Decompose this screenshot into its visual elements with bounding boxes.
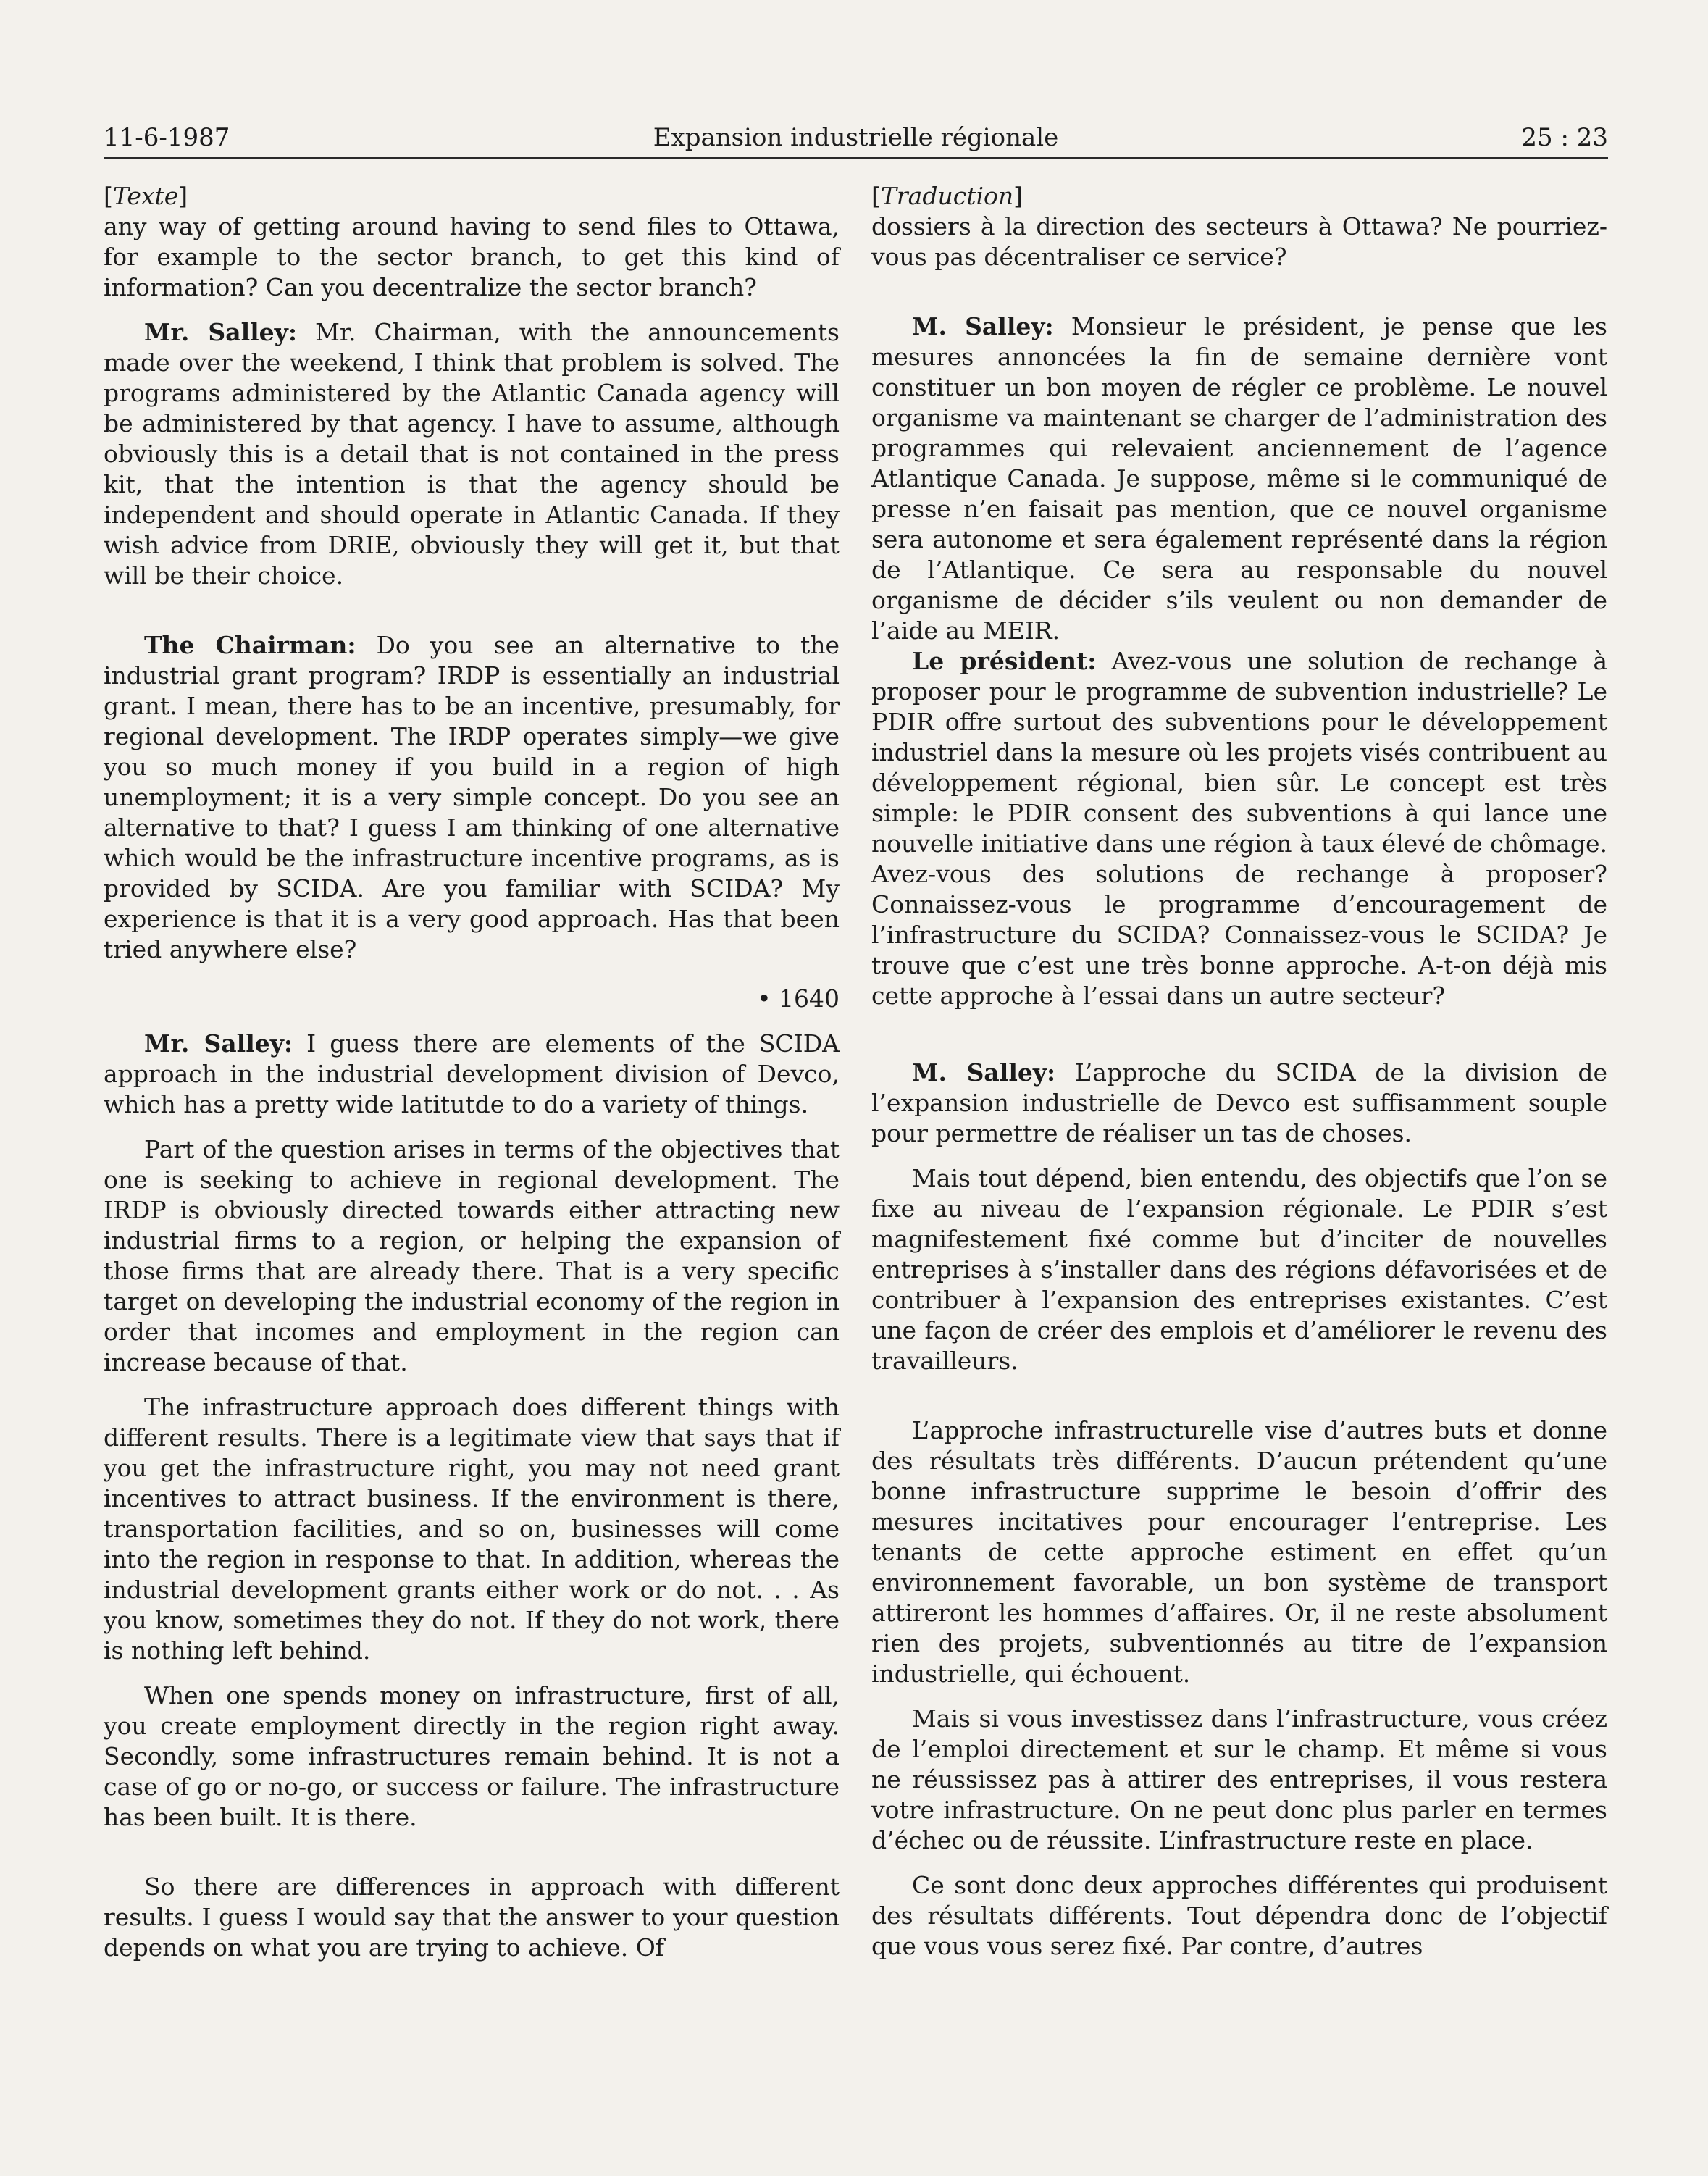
english-column [104, 181, 840, 1963]
header-title: Expansion industrielle régionale [653, 123, 1059, 152]
speech-paragraph: Mr. Salley: I guess there are elements of the SCIDA approach in the industrial development division of Devco, which has a pretty wide latitutde to do a variety of things. [104, 1029, 840, 1118]
speech-paragraph: M. Salley: Monsieur le président, je pense que les mesures annoncées la fin de semaine dernière vont constituer un bon moyen de régler ce problème. Le nouvel organisme va maintenant se charger de l’administration des programmes qui relevaient anciennement de l’agence Atlantique Canada. Je suppose, même si le communiqué de presse n’en faisait pas mention, que ce nouvel organisme sera autonome et sera également représenté dans la région de l’Atlantique. Ce sera au responsable du nouvel organisme de décider s’ils veulent ou non demander de l’aide au MEIR. [871, 312, 1607, 645]
speech-paragraph: The Chairman: Do you see an alternative to the industrial grant program? IRDP is essentially an industrial grant. I mean, there has to be an incentive, presumably, for regional development. The IRDP operates simply—we give you so much money if you build in a region of high unemployment; it is a very simple concept. Do you see an alternative to that? I guess I am thinking of one alternative which would be the infrastructure incentive programs, as is provided by SCIDA. Are you familiar with SCIDA? My experience is that it is a very good approach. Has that been tried anywhere else? [104, 631, 840, 963]
paragraph: The infrastructure approach does different things with different results. There is a legitimate view that says that if you get the infrastructure right, you may not need grant incentives to attract business. If the environment is there, transportation facilities, and so on, businesses will come into the region in response to that. In addition, whereas the industrial development grants either work or do not. . . As you know, sometimes they do not. If they do not work, there is nothing left behind. [104, 1393, 840, 1665]
paragraph: any way of getting around having to send files to Ottawa, for example to the sector branch, to get this kind of information? Can you decentralize the sector branch? [104, 212, 840, 301]
header-rule [104, 157, 1608, 159]
speaker-name: Mr. Salley: [144, 318, 298, 346]
speaker-name: M. Salley: [912, 312, 1054, 340]
paragraph: dossiers à la direction des secteurs à Ottawa? Ne pourriez-vous pas décentraliser ce service? [871, 212, 1607, 271]
paragraph: When one spends money on infrastructure, first of all, you create employment directly in the region right away. Secondly, some infrastructures remain behind. It is not a case of go or no-go, or success or failure. The infrastructure has been built. It is there. [104, 1681, 840, 1831]
paragraph: L’approche infrastructurelle vise d’autres buts et donne des résultats très différents. D’aucun prétendent qu’une bonne infrastructure supprime le besoin d’offrir des mesures incitatives pour encourager l’entreprise. Les tenants de cette approche estiment en effet qu’un environnement favorable, un bon système de transport attireront les hommes d’affaires. Or, il ne reste absolument rien des projets, subventionnés au titre de l’expansion industrielle, qui échouent. [871, 1416, 1607, 1688]
speech-paragraph: Le président: Avez-vous une solution de rechange à proposer pour le programme de subvention industrielle? Le PDIR offre surtout des subventions pour le développement industriel dans la mesure où les projets visés contribuent au développement régional, bien sûr. Le concept est très simple: le PDIR consent des subventions à qui lance une nouvelle initiative dans une région à taux élevé de chômage. Avez-vous des solutions de rechange à proposer? Connaissez-vous le programme d’encouragement de l’infrastructure du SCIDA? Connaissez-vous le SCIDA? Je trouve que c’est une très bonne approche. A-t-on déjà mis cette approche à l’essai dans un autre secteur? [871, 647, 1608, 1010]
speaker-name: M. Salley: [912, 1058, 1056, 1087]
header-page-number: 25 : 23 [1521, 123, 1608, 152]
paragraph: So there are differences in approach with different results. I guess I would say that the answer to your question depends on what you are trying to achieve. Of [104, 1872, 840, 1962]
paragraph: Part of the question arises in terms of the objectives that one is seeking to achieve in regional development. The IRDP is obviously directed towards either attracting new industrial firms to a region, or helping the expansion of those firms that are already there. That is a very specific target on developing the industrial economy of the region in order that incomes and employment in the region can increase because of that. [104, 1135, 840, 1376]
speech-paragraph: M. Salley: L’approche du SCIDA de la division de l’expansion industrielle de Devco est suffisamment souple pour permettre de réaliser un tas de choses. [871, 1058, 1607, 1147]
speech-paragraph: Mr. Salley: Mr. Chairman, with the announcements made over the weekend, I think that problem is solved. The programs administered by the Atlantic Canada agency will be administered by that agency. I have to assume, although obviously this is a detail that is not contained in the press kit, that the intention is that the agency should be independent and should operate in Atlantic Canada. If they wish advice from DRIE, obviously they will get it, but that will be their choice. [104, 318, 840, 590]
timestamp: • 1640 [757, 984, 840, 1013]
paragraph: Mais tout dépend, bien entendu, des objectifs que l’on se fixe au niveau de l’expansion régionale. Le PDIR s’est magnifestement fixé comme but d’inciter de nouvelles entreprises à s’installer dans des régions défavorisées et de contribuer à l’expansion des entreprises existantes. C’est une façon de créer des emplois et d’améliorer le revenu des travailleurs. [871, 1164, 1607, 1375]
paragraph: Mais si vous investissez dans l’infrastructure, vous créez de l’emploi directement et sur le champ. Et même si vous ne réussissez pas à attirer des entreprises, il vous restera votre infrastructure. On ne peut donc plus parler en termes d’échec ou de réussite. L’infrastructure reste en place. [871, 1704, 1607, 1854]
speaker-name: The Chairman: [144, 631, 356, 659]
header-date: 11-6-1987 [104, 123, 230, 152]
speaker-name: Le président: [912, 647, 1097, 675]
section-marker: [Traduction] [871, 182, 1023, 210]
french-column [871, 181, 1607, 1962]
section-marker: [Texte] [104, 182, 188, 210]
speaker-name: Mr. Salley: [144, 1029, 293, 1058]
paragraph: Ce sont donc deux approches différentes qui produisent des résultats différents. Tout dépendra donc de l’objectif que vous vous serez fixé. Par contre, d’autres [871, 1871, 1607, 1960]
